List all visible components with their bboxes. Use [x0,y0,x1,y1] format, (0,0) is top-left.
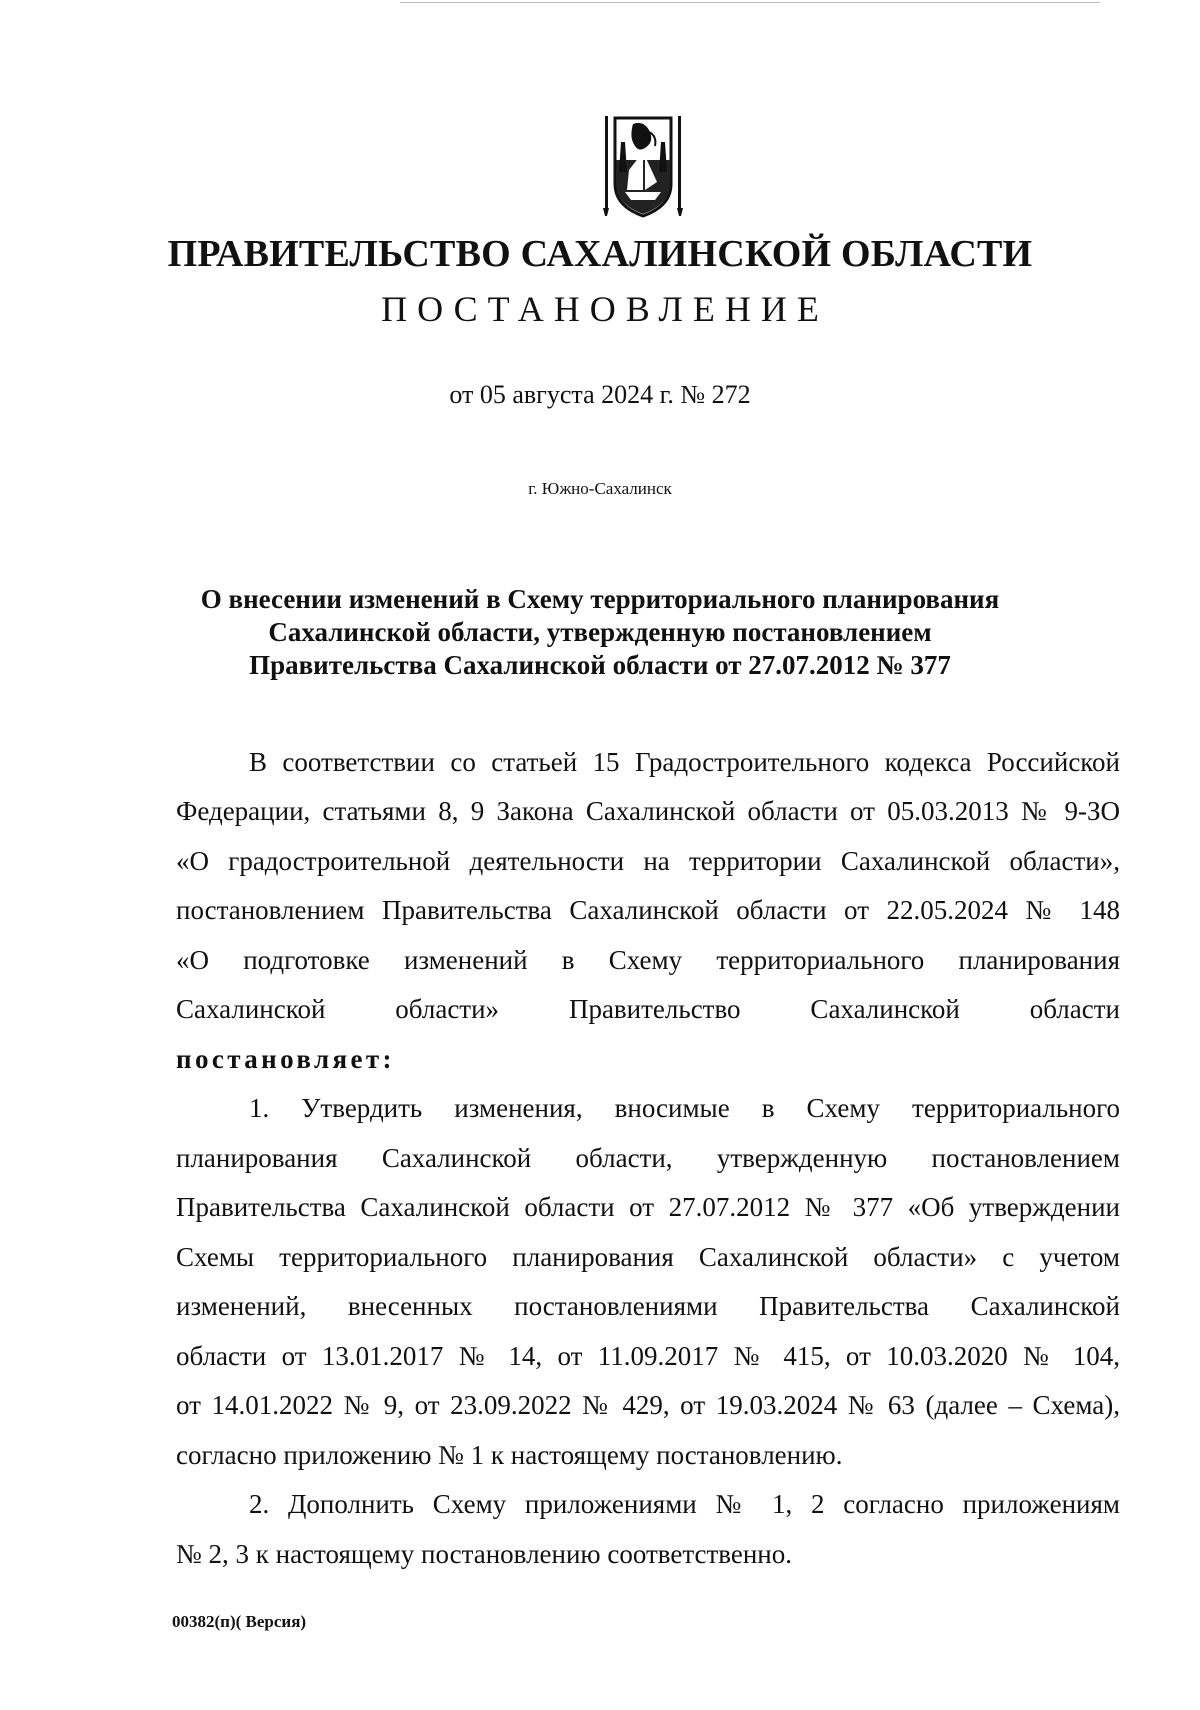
city: г. Южно-Сахалинск [528,479,672,498]
preamble-line: В соответствии со статьей 15 Градостроительного кодекса Российской [249,747,1120,777]
subject-line: Правительства Сахалинской области от 27.07.2012 № 377 [249,650,951,680]
footer-code: 00382(п)( Версия) [172,1612,307,1631]
decides-word: постановляет: [176,1044,395,1074]
item1-line: области от 13.01.2017 № 14, от 11.09.2017 № 415, от 10.03.2020 № 104, [176,1341,1120,1371]
item1-line: Схемы территориального планирования Сахалинской области» с учетом [176,1242,1120,1272]
item1-line: Правительства Сахалинской области от 27.07.2012 № 377 «Об утверждении [176,1192,1120,1222]
document-type: ПОСТАНОВЛЕНИЕ [381,289,829,329]
preamble-line: постановлением Правительства Сахалинской области от 22.05.2024 № 148 [176,895,1120,925]
item1-line: согласно приложению № 1 к настоящему постановлению. [176,1440,843,1470]
scan-edge-line [400,2,1100,3]
government-title: ПРАВИТЕЛЬСТВО САХАЛИНСКОЙ ОБЛАСТИ [167,233,1033,275]
item2-line: 2. Дополнить Схему приложениями № 1, 2 согласно приложениям [249,1489,1120,1519]
sakhalin-coat-of-arms-icon [599,112,687,220]
subject-line: О внесении изменений в Схему территориального планирования [200,584,1000,614]
item2-line: № 2, 3 к настоящему постановлению соответственно. [176,1539,792,1569]
item1-line: от 14.01.2022 № 9, от 23.09.2022 № 429, от 19.03.2024 № 63 (далее – Схема), [176,1390,1120,1420]
preamble-line: «О градостроительной деятельности на территории Сахалинской области», [176,846,1120,876]
subject-line: Сахалинской области, утвержденную постановлением [268,617,932,647]
item1-line: 1. Утвердить изменения, вносимые в Схему территориального [249,1093,1120,1123]
item1-line: планирования Сахалинской области, утвержденную постановлением [176,1143,1120,1173]
preamble-line: Сахалинской области» Правительство Сахалинской области [176,994,1120,1024]
preamble-line: «О подготовке изменений в Схему территориального планирования [176,945,1120,975]
item1-line: изменений, внесенных постановлениями Правительства Сахалинской [176,1291,1120,1321]
document-subject [180,583,1020,682]
date-number: от 05 августа 2024 г. № 272 [449,380,751,409]
preamble-line: Федерации, статьями 8, 9 Закона Сахалинской области от 05.03.2013 № 9-ЗО [176,796,1120,826]
